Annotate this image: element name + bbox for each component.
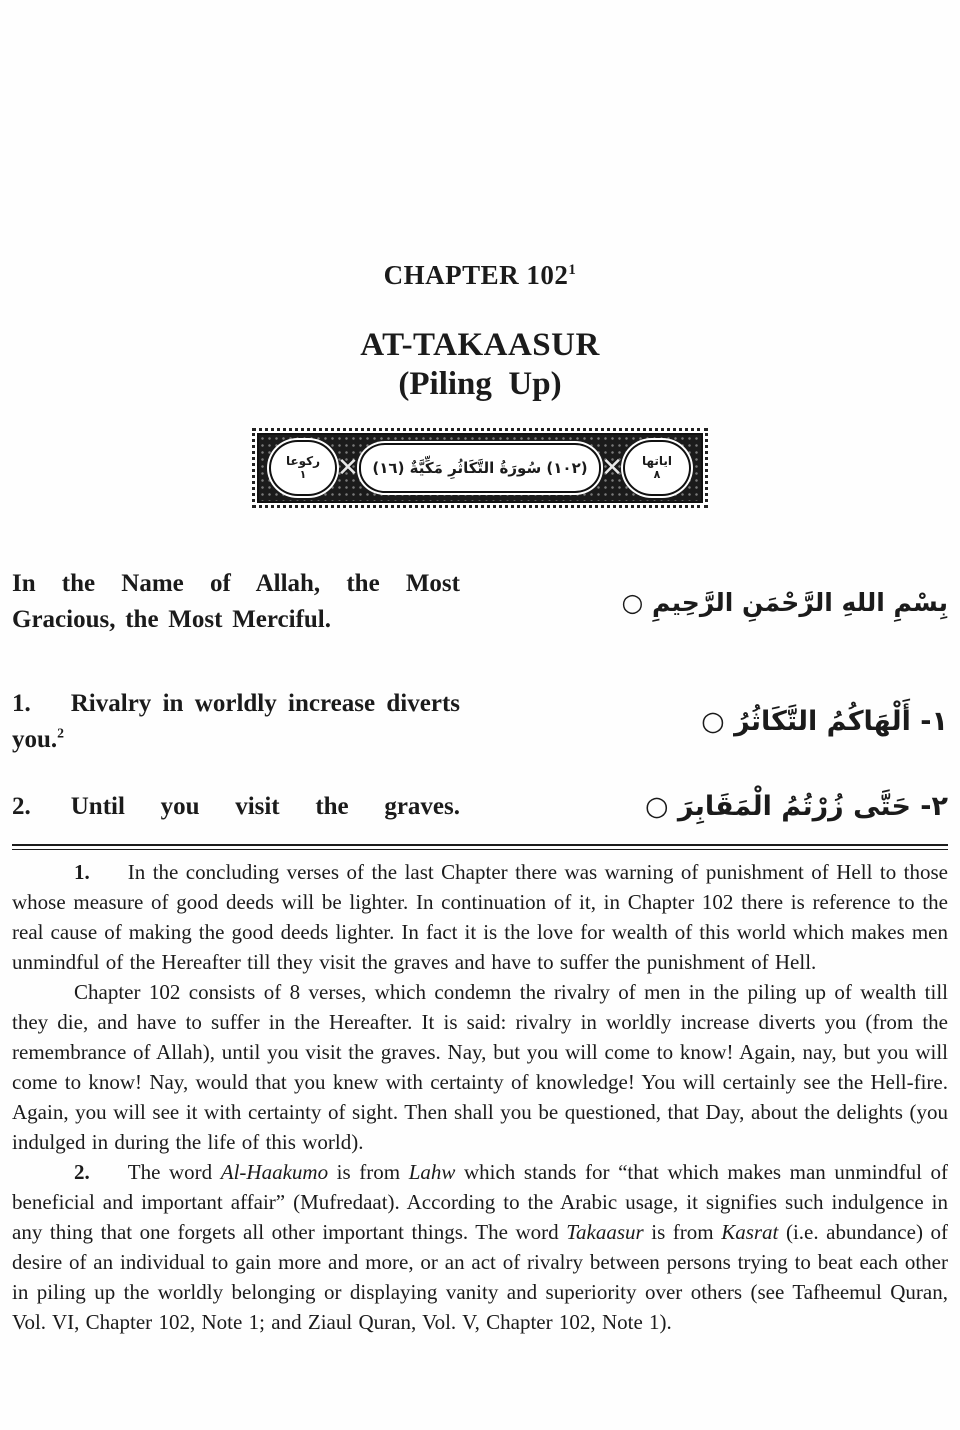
banner-ayat-medallion	[623, 440, 691, 496]
bismillah-row	[12, 566, 948, 639]
surah-name: AT-TAKAASUR	[360, 327, 600, 363]
ayat-count-arabic: ٨	[653, 467, 661, 481]
bismillah-arabic: بِسْمِ اللهِ الرَّحْمَنِ الرَّحِيمِ ○	[621, 587, 948, 617]
bilingual-verses	[12, 566, 948, 826]
banner-cross-ornament-icon: ✕	[337, 453, 359, 483]
verse-2-arabic: ٢- حَتَّى زُرْتُمُ الْمَقَابِرَ ○	[644, 791, 948, 822]
footnotes-section	[12, 857, 948, 1337]
footnote-separator-rule	[12, 844, 948, 850]
bismillah-english: In the Name of Allah, the Most Gracious, the Most Merciful.	[12, 570, 460, 634]
banner-center-cartouche	[359, 443, 601, 493]
footnote-2-text: The word Al-Haakumo is from Lahw which stands for “that which makes man unmindful of beneficial and important affair” (Mufredaat). According to the Arabic usage, it signifies such indulgence in any thing that one forgets all other important things. The word Takaasur is from Kasrat (i.e. abundance) of desire of an individual to gain more and more, or an act of rivalry between persons trying to beat each other in piling up the worldly belonging or displaying vanity and superiority over others (see Tafheemul Quran, Vol. VI, Chapter 102, Note 1; and Ziaul Quran, Vol. V, Chapter 102, Note 1).	[12, 1159, 948, 1334]
surah-title-arabic: (١٠٢) سُورَةُ التَّكَاثُرِ مَكِّيَّةٌ (١٦)	[372, 459, 588, 477]
verse-2-number: 2.	[12, 792, 31, 820]
verse-2-english	[12, 789, 460, 825]
banner-field	[257, 433, 703, 503]
verse-1-english	[12, 686, 460, 759]
verse-2-translation-text: Until you visit the graves.	[70, 792, 460, 820]
chapter-heading-text: CHAPTER 102	[383, 260, 569, 290]
verse-1-arabic: ١- أَلْهَاكُمُ التَّكَاثُرُ ○	[701, 705, 948, 737]
surah-ornamental-banner	[252, 428, 708, 508]
verse-row-2	[12, 788, 948, 826]
footnote-2-number: 2.	[74, 1159, 90, 1184]
chapter-footnote-ref: 1	[568, 262, 577, 278]
footnote-1-number: 1.	[74, 859, 90, 884]
verse-1-footnote-ref: 2	[57, 725, 65, 741]
rukus-count-arabic: ١	[299, 467, 307, 481]
footnote-1-paragraph-2: Chapter 102 consists of 8 verses, which condemn the rivalry of men in the piling up of wealth till they die, and have to suffer in the Hereafter. It is said: rivalry in worldly increase diverts you (from the remembrance of Allah), until you visit the graves. Nay, but you will come to know! Again, nay, but you will come to know! Nay, would that you knew with certainty of knowledge! You will certainly see the Hell-fire. Again, you will see it with certainty of sight. Then shall you be questioned, that Day, about the delights (you indulged in during the life of this world).	[12, 979, 948, 1154]
verse-row-1	[12, 686, 948, 759]
chapter-heading	[12, 260, 948, 291]
rukus-label-arabic: ركوعا	[285, 453, 321, 468]
footnote-1-paragraph-1	[12, 857, 948, 977]
surah-name-translation: (Piling Up)	[398, 366, 562, 402]
chapter-header	[12, 0, 948, 403]
banner-cross-ornament-icon: ✕	[601, 453, 623, 483]
footnote-1-text: In the concluding verses of the last Chapter there was warning of punishment of Hell to those whose measure of good deeds will be lighter. In continuation of it, in Chapter 102 there is reference to the real cause of making the good deeds lighter. In fact it is the love for wealth of this world which makes men unmindful of the Hereafter till they visit the graves and have to suffer the punishment of Hell.	[12, 859, 948, 974]
banner-rukus-medallion	[269, 440, 337, 496]
verse-1-number: 1.	[12, 689, 31, 717]
ayat-label-arabic: اياتها	[641, 453, 673, 468]
verse-1-translation-text: Rivalry in worldly increase diverts you.	[12, 689, 460, 753]
footnote-2-paragraph	[12, 1157, 948, 1337]
